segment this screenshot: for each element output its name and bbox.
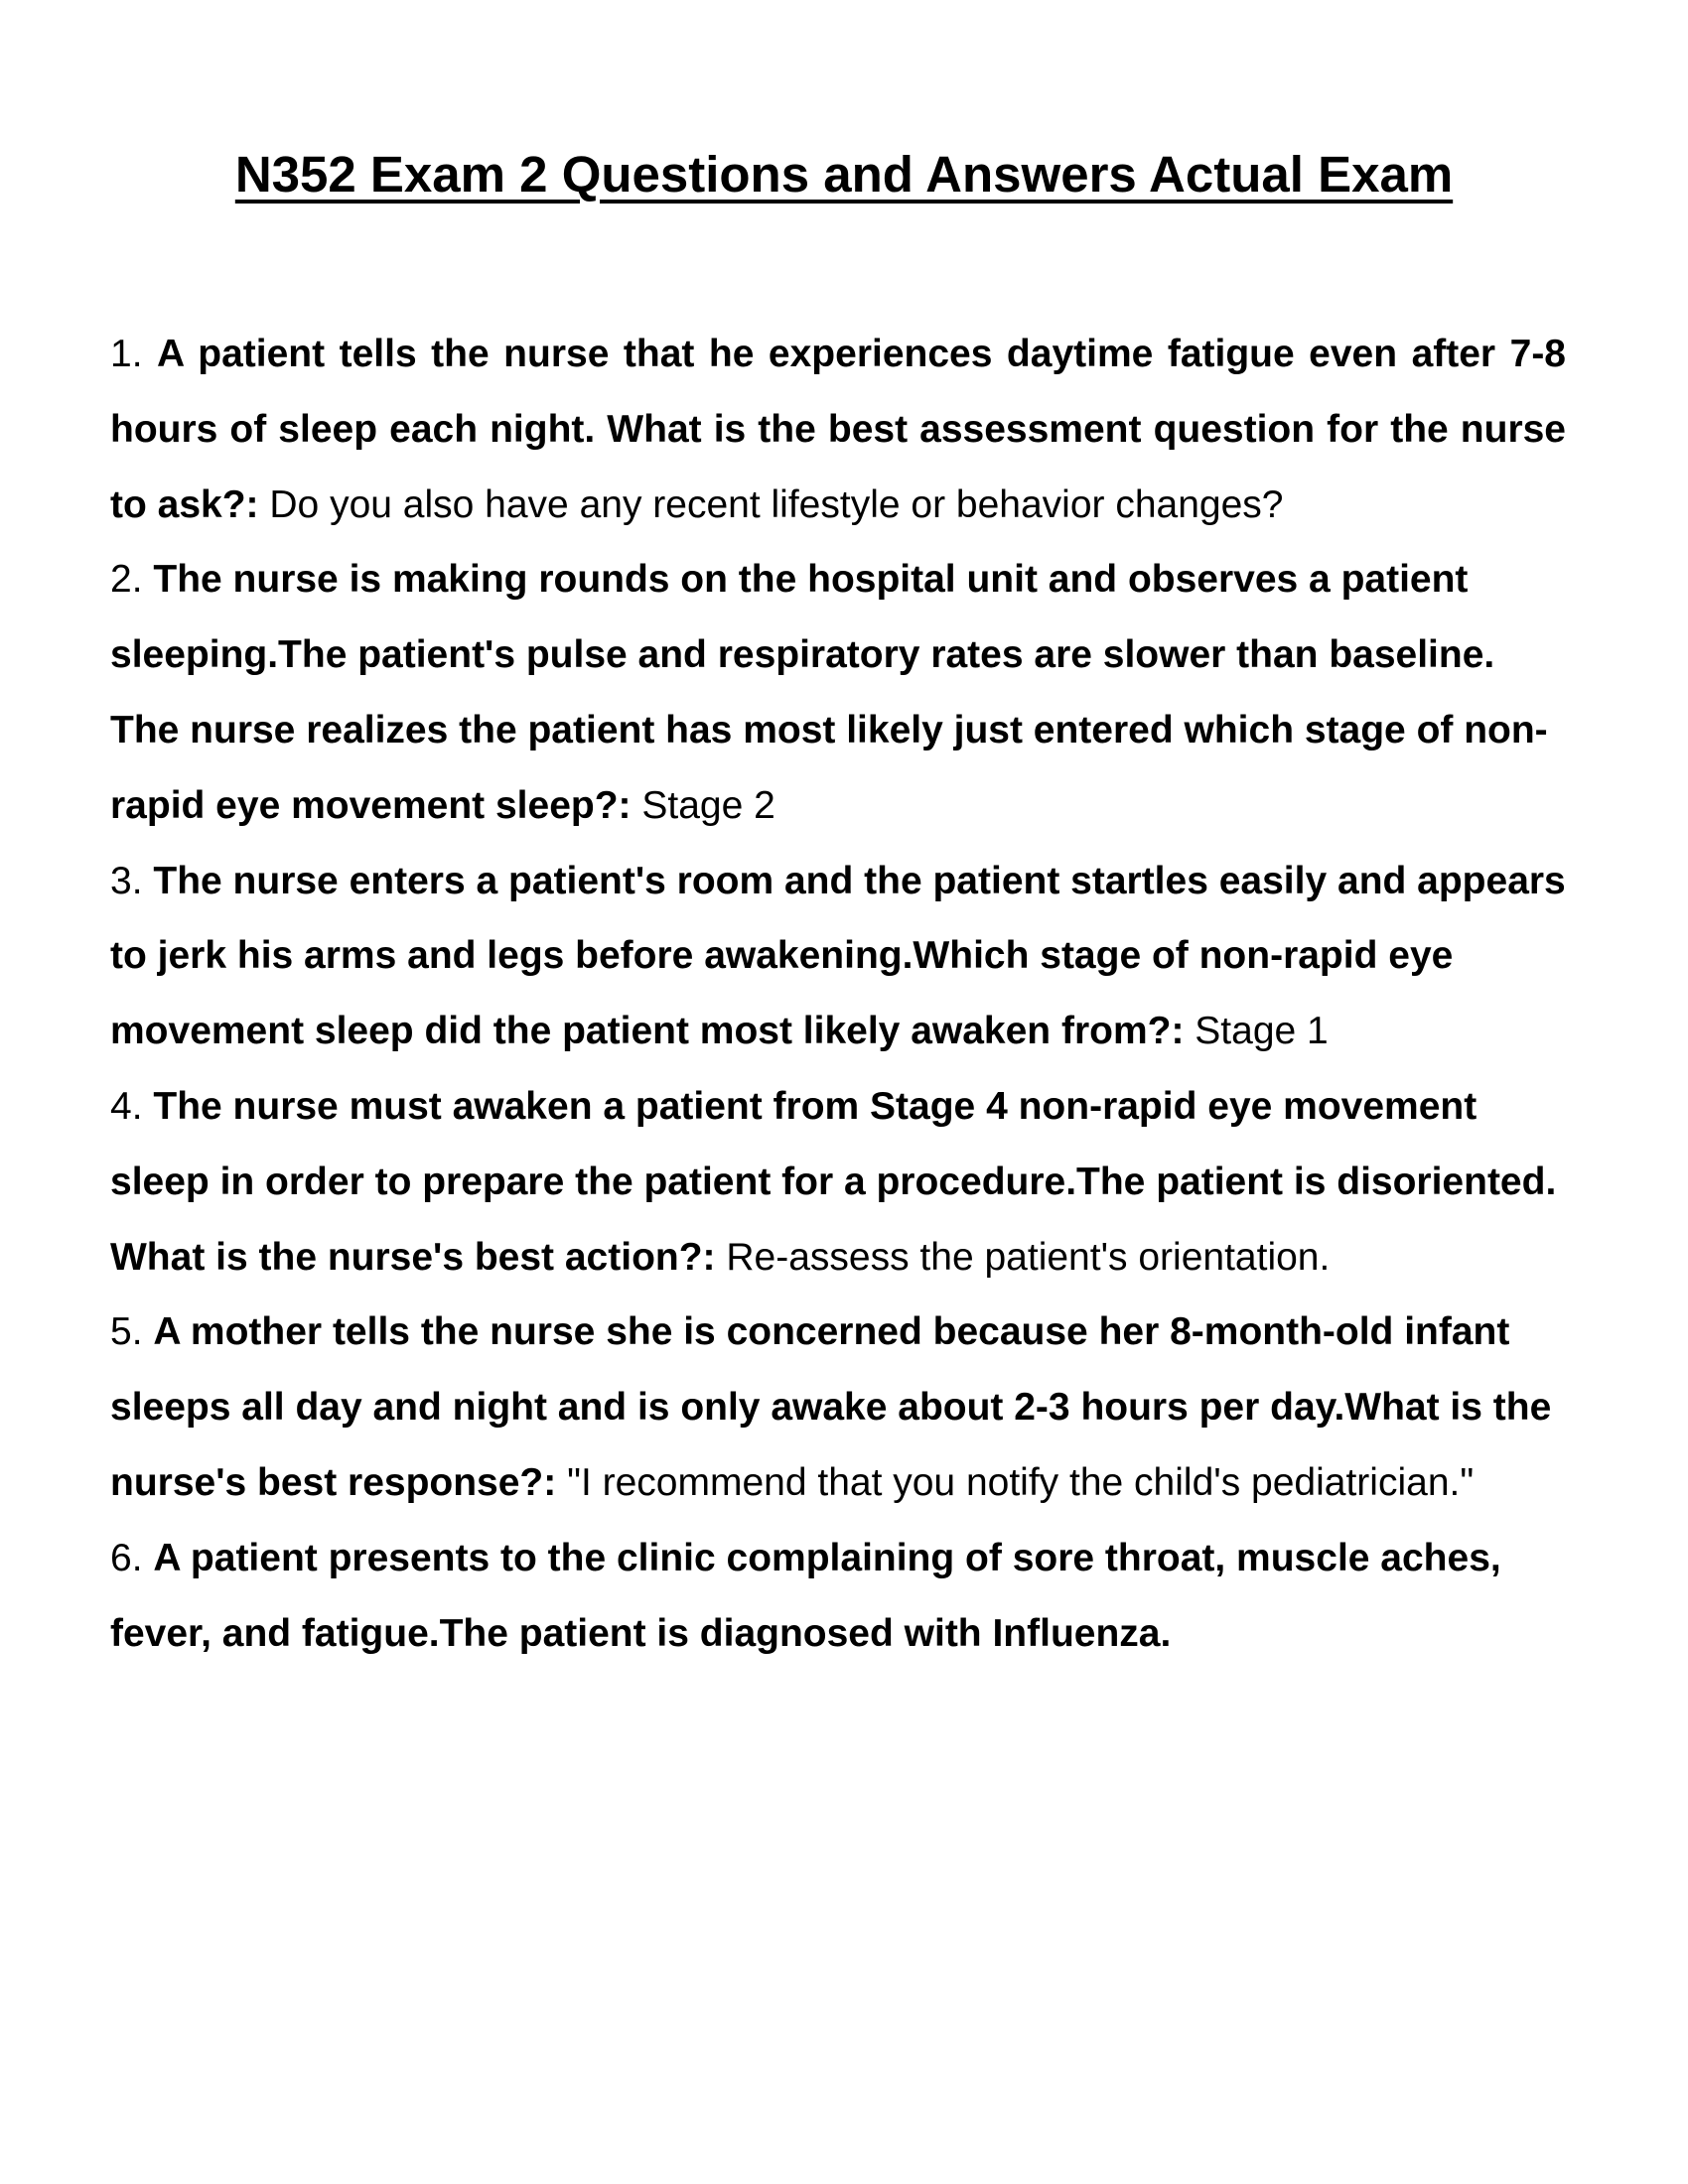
question-number: 6. (110, 1536, 143, 1579)
question-text: The nurse must awaken a patient from Stage 4 non-rapid eye movement sleep in order to prepare the patient for a procedure.The patient is disoriented. What is the nurse's best action?: (110, 1084, 1557, 1279)
page-title: N352 Exam 2 Questions and Answers Actual Exam (234, 146, 1454, 203)
answer-text: Re-assess the patient's orientation. (726, 1235, 1331, 1279)
question-text: The nurse enters a patient's room and the patient startles easily and appears to jerk his arms and legs before awakening.Which stage of non-rapid eye movement sleep did the patient most likely awaken from?: (110, 859, 1566, 1053)
answer-text: Stage 1 (1195, 1010, 1329, 1053)
question-text: A patient presents to the clinic complaining of sore throat, muscle aches, fever, and fatigue.The patient is diagnosed with Influenza. (110, 1536, 1501, 1655)
answer-text: Stage 2 (641, 783, 775, 827)
question-text: A patient tells the nurse that he experiences daytime fatigue even after 7-8 hours of sleep each night. What is the best assessment question for the nurse to ask?: (110, 333, 1566, 526)
question-number: 3. (110, 859, 143, 902)
question-item (110, 317, 1566, 542)
answer-text: Do you also have any recent lifestyle or behavior changes? (269, 482, 1284, 526)
question-text: The nurse is making rounds on the hospital unit and observes a patient sleeping.The patient's pulse and respiratory rates are slower than baseline. The nurse realizes the patient has most likely just entered which stage of non-rapid eye movement sleep?: (110, 558, 1548, 827)
question-item (110, 1069, 1566, 1295)
question-item (110, 844, 1566, 1069)
question-number: 5. (110, 1310, 143, 1354)
question-list (110, 317, 1566, 1671)
question-item (110, 542, 1566, 843)
answer-text: "I recommend that you notify the child's pediatrician." (567, 1460, 1475, 1504)
question-number: 1. (110, 333, 143, 375)
question-item (110, 1295, 1566, 1520)
question-number: 4. (110, 1084, 143, 1128)
question-number: 2. (110, 558, 143, 602)
question-text: A mother tells the nurse she is concerned because her 8-month-old infant sleeps all day and night and is only awake about 2-3 hours per day.What is the nurse's best response?: (110, 1310, 1552, 1504)
question-item (110, 1521, 1566, 1672)
